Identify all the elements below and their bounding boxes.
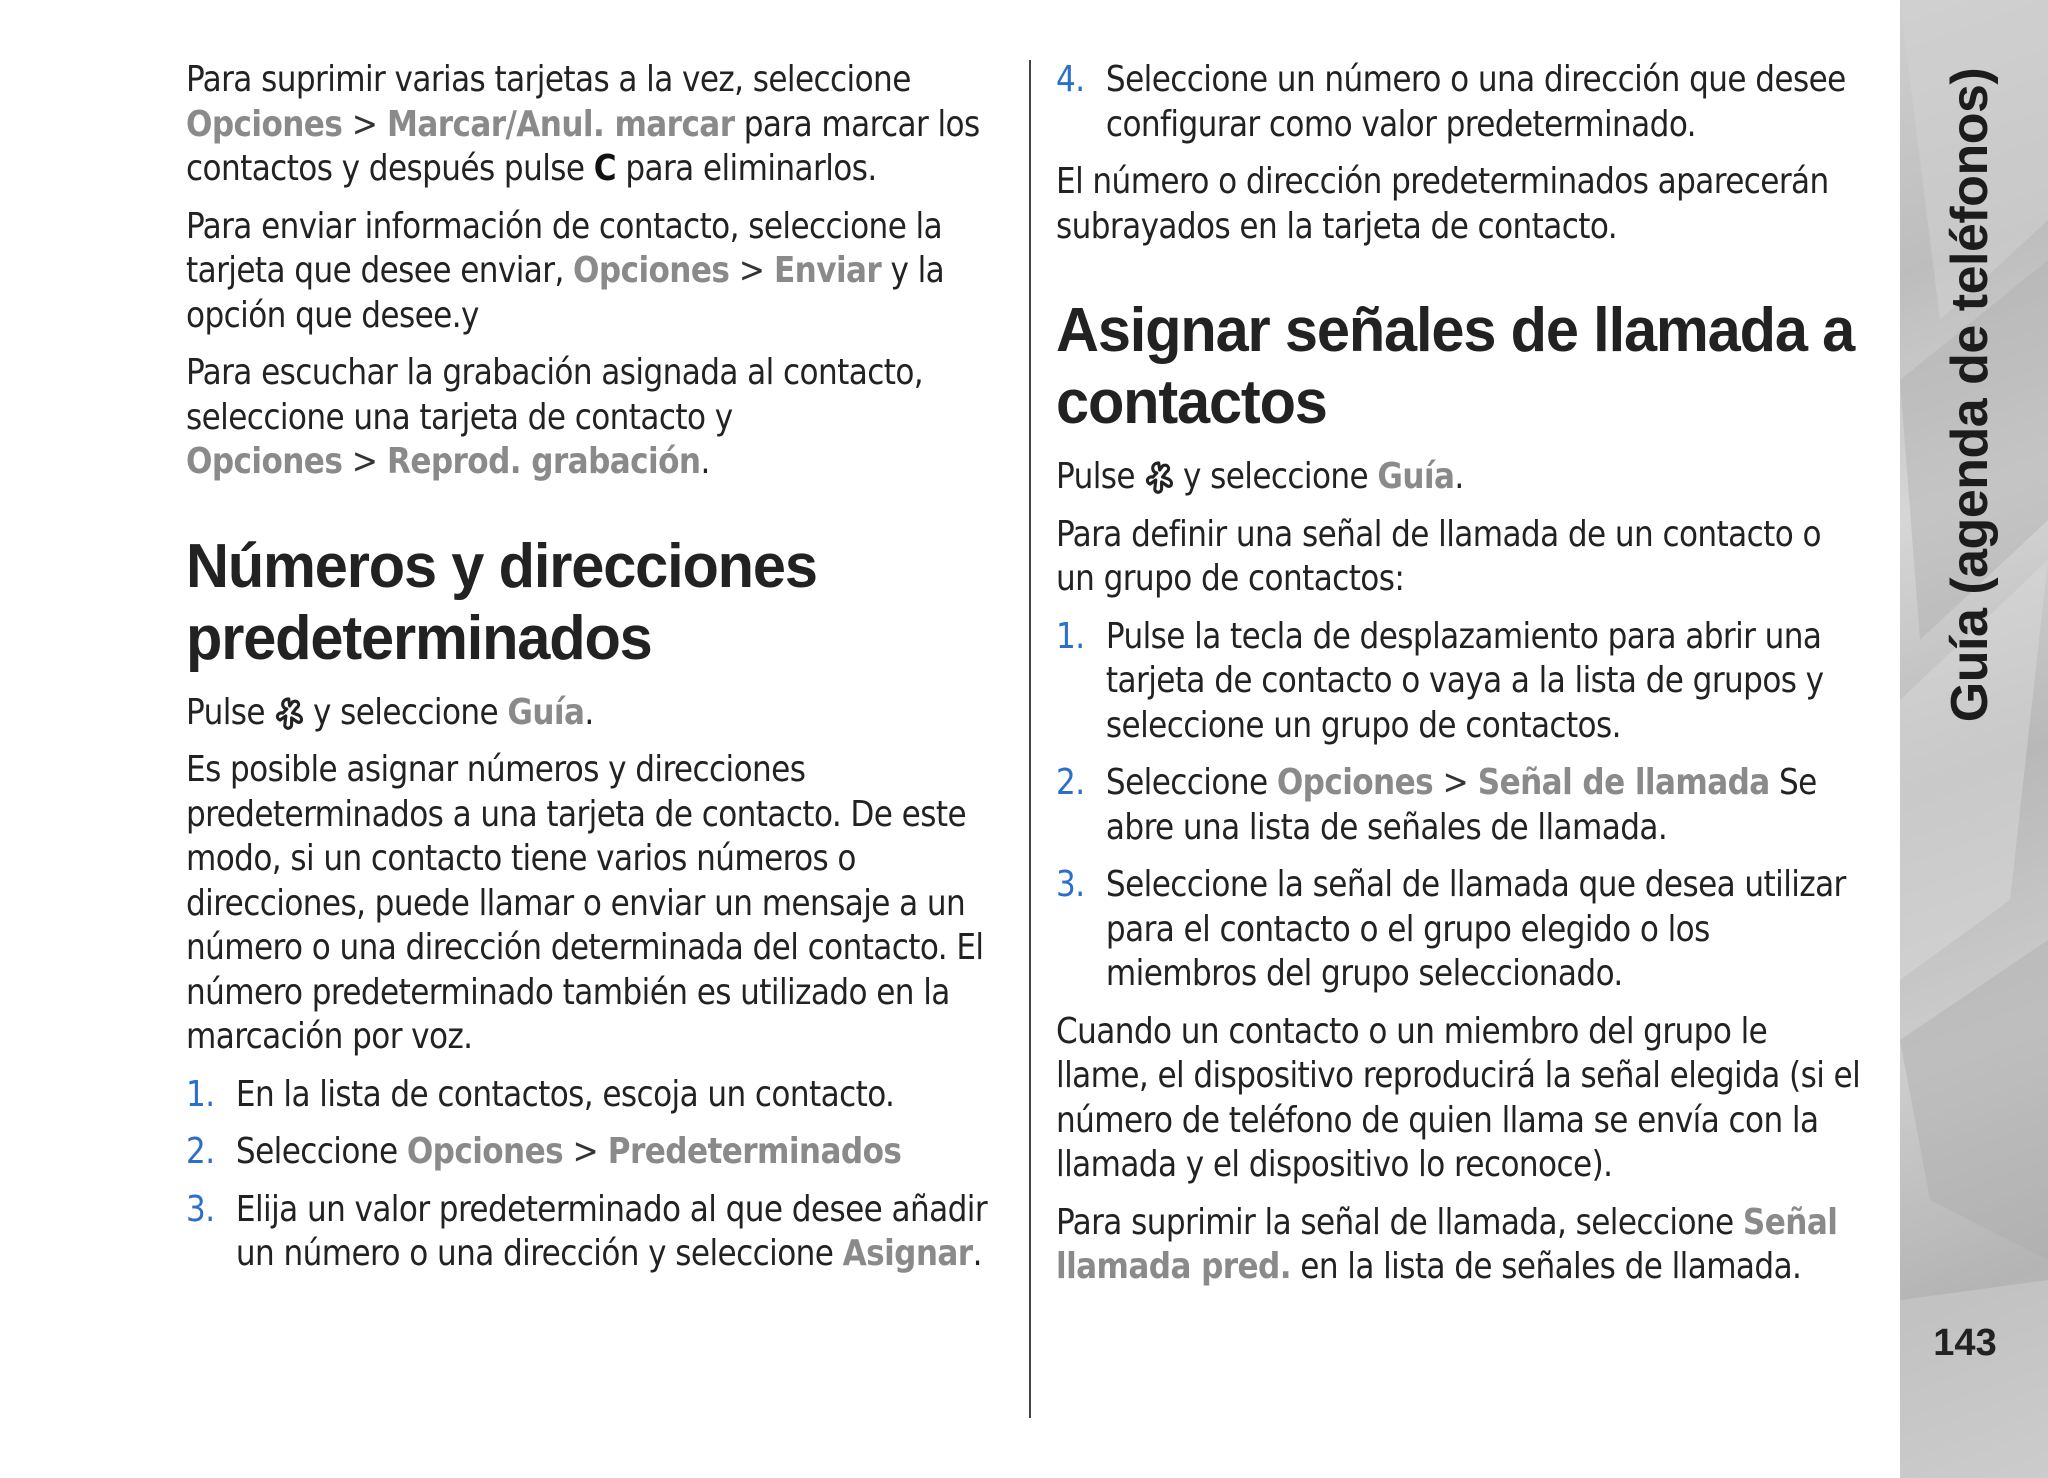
left-column: [186, 58, 992, 1290]
column-divider: [1029, 60, 1031, 1418]
command-opciones: Opciones: [406, 1131, 564, 1172]
command-marcar: Marcar/Anul. marcar: [386, 103, 735, 145]
paragraph-default-description: Es posible asignar números y direcciones predeterminados a una tarjeta de contacto. De este modo, si un contacto tiene varios números o direcciones, puede llamar o enviar un mensaje a un número o una dirección determinada del contacto. El número predeterminado también es utilizado en la marcación por voz.: [186, 749, 984, 1057]
command-guia: Guía: [507, 691, 585, 733]
section-heading-default-numbers: Números y direcciones predeterminados: [186, 531, 817, 673]
key-c: C: [593, 148, 617, 189]
paragraph-delete-multiple: Para suprimir varias tarjetas a la vez, seleccione Opciones > Marcar/Anul. marcar para marcar los contactos y después pulse C para eliminarlos.: [186, 59, 980, 189]
steps-list-continued: [1056, 58, 1862, 147]
command-asignar: Asignar: [842, 1233, 973, 1274]
command-opciones: Opciones: [1276, 762, 1434, 803]
list-item: 2. Seleccione Opciones > Señal de llamada Se abre una lista de señales de llamada.: [1056, 762, 1817, 848]
menu-key-icon: [273, 696, 306, 732]
list-item: 4. Seleccione un número o una dirección que desee configurar como valor predeterminado.: [1056, 59, 1846, 145]
command-opciones: Opciones: [186, 441, 343, 482]
section-heading-ringtones: Asignar señales de llamada a contactos: [1056, 296, 1855, 437]
paragraph-define-ringtone: Para definir una señal de llamada de un contacto o un grupo de contactos:: [1056, 513, 1821, 599]
paragraph-listen-recording: Para escuchar la grabación asignada al contacto, seleccione una tarjeta de contacto y Opciones > Reprod. grabación.: [186, 352, 924, 482]
command-opciones: Opciones: [573, 250, 730, 291]
side-tab-title: Guía (agenda de teléfonos): [1941, 67, 1999, 723]
list-item: 1. Pulse la tecla de desplazamiento para abrir una tarjeta de contacto o vaya a la lista de grupos y seleccione un grupo de contactos.: [1056, 615, 1824, 746]
command-senal-llamada-pred: Señal llamada pred.: [1056, 1201, 1838, 1287]
paragraph-ringtone-behavior: Cuando un contacto o un miembro del grupo le llame, el dispositivo reproducirá la señal elegida (si el número de teléfono de quien llama se envía con la llamada y el dispositivo lo reconoce).: [1056, 1010, 1861, 1185]
command-guia: Guía: [1377, 456, 1455, 497]
list-item: 3. Elija un valor predeterminado al que desee añadir un número o una dirección y seleccione Asignar.: [186, 1188, 988, 1274]
command-enviar: Enviar: [774, 250, 882, 291]
paragraph-remove-ringtone: Para suprimir la señal de llamada, seleccione Señal llamada pred. en la lista de señales de llamada.: [1056, 1201, 1838, 1287]
command-reprod-grabacion: Reprod. grabación: [386, 441, 701, 482]
steps-list-defaults: [186, 1073, 992, 1277]
right-column: [1056, 58, 1862, 1303]
list-item: 1. En la lista de contactos, escoja un contacto.: [186, 1073, 895, 1115]
command-senal-de-llamada: Señal de llamada: [1477, 762, 1770, 803]
command-predeterminados: Predeterminados: [607, 1131, 902, 1172]
menu-key-icon: [1143, 460, 1176, 496]
steps-list-ringtones: [1056, 615, 1862, 997]
paragraph-press-menu: Pulse y seleccione Guía.: [186, 691, 594, 733]
paragraph-press-menu: Pulse y seleccione Guía.: [1056, 456, 1464, 497]
page-number: 143: [1933, 1322, 1997, 1364]
list-item: 3. Seleccione la señal de llamada que desea utilizar para el contacto o el grupo elegido o los miembros del grupo seleccionado.: [1056, 864, 1846, 994]
list-item: 2. Seleccione Opciones > Predeterminados: [186, 1131, 902, 1172]
paragraph-underlined-defaults: El número o dirección predeterminados aparecerán subrayados en la tarjeta de contacto.: [1056, 161, 1829, 247]
command-opciones: Opciones: [186, 103, 343, 145]
paragraph-send-contact: Para enviar información de contacto, seleccione la tarjeta que desee enviar, Opciones > Enviar y la opción que desee.y: [186, 205, 945, 336]
